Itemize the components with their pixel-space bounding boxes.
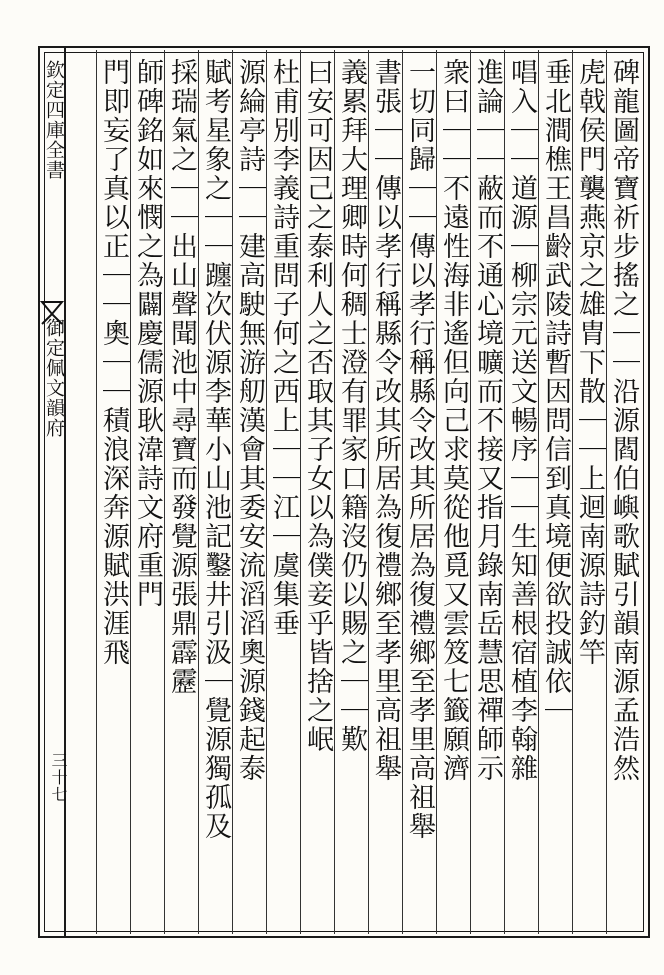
column-rule xyxy=(232,50,233,934)
column-rule xyxy=(300,50,301,934)
margin-book-title: 御定佩文韻府 xyxy=(43,318,65,438)
margin-title: 欽定四庫全書 xyxy=(43,60,65,180)
column-rule xyxy=(368,50,369,934)
text-column: 門即妄了真以正｜｜奧｜｜積浪深奔源賦洪涯飛 xyxy=(98,58,129,667)
column-rule xyxy=(572,50,573,934)
column-rule xyxy=(402,50,403,934)
text-column: 義累拜大理卿時何稠士澄有罪家口籍沒仍以賜之｜｜歎 xyxy=(336,58,367,754)
column-rule xyxy=(436,50,437,934)
text-column: 垂北澗樵王昌齡武陵詩暫因問信到真境便欲投誠依｜ xyxy=(540,58,571,725)
column-rule xyxy=(470,50,471,934)
text-column: 師碑銘如來憫之為闢慶儒源耿湋詩文府重門 xyxy=(132,58,163,609)
column-rule xyxy=(96,50,97,934)
text-column: 採瑞氣之｜｜出山聲聞池中尋寶而發覺源張鼎霹靂 xyxy=(166,58,197,696)
column-rule xyxy=(266,50,267,934)
text-column: 碑龍圖帝寶祈步搖之｜｜沿源閻伯嶼歌賦引韻南源孟浩然 xyxy=(608,58,639,783)
column-rule xyxy=(164,50,165,934)
text-column: 唱入｜｜道源｜柳宗元送文暢序｜｜生知善根宿植李翰雜 xyxy=(506,58,537,783)
column-rule xyxy=(198,50,199,934)
text-column: 源綸亭詩｜｜建高駛無游舠漢會其委安流滔滔奧源錢起泰 xyxy=(234,58,265,783)
text-column: 賦考星象之｜｜躔次伏源李華小山池記鑿井引汲｜覺源獨孤及 xyxy=(200,58,231,841)
text-column: 一切同歸｜｜傳以孝行稱縣令改其所居為復禮鄉至孝里高祖舉 xyxy=(404,58,435,841)
text-column: 衆曰｜｜不遠性海非遙但向己求莫從他覓又雲笈七籤願濟 xyxy=(438,58,469,783)
text-column: 曰安可因己之泰利人之否取其子女以為僕妾乎皆捨之岷 xyxy=(302,58,333,754)
column-rule xyxy=(538,50,539,934)
column-rule xyxy=(334,50,335,934)
column-rule xyxy=(130,50,131,934)
column-rule xyxy=(606,50,607,934)
page-number: 三十七 xyxy=(49,752,68,803)
text-column: 虎戟侯門襲燕京之雄胄下散｜｜上迴南源詩釣竿 xyxy=(574,58,605,667)
text-column: 書張｜｜傳以孝行稱縣令改其所居為復禮鄉至孝里高祖舉 xyxy=(370,58,401,783)
text-column: 杜甫別李義詩重問子何之西上｜｜江｜虞集垂 xyxy=(268,58,299,638)
text-column: 進論｜｜蔽而不通心境曠而不接又指月錄南岳慧思禪師示 xyxy=(472,58,503,783)
column-rule xyxy=(504,50,505,934)
